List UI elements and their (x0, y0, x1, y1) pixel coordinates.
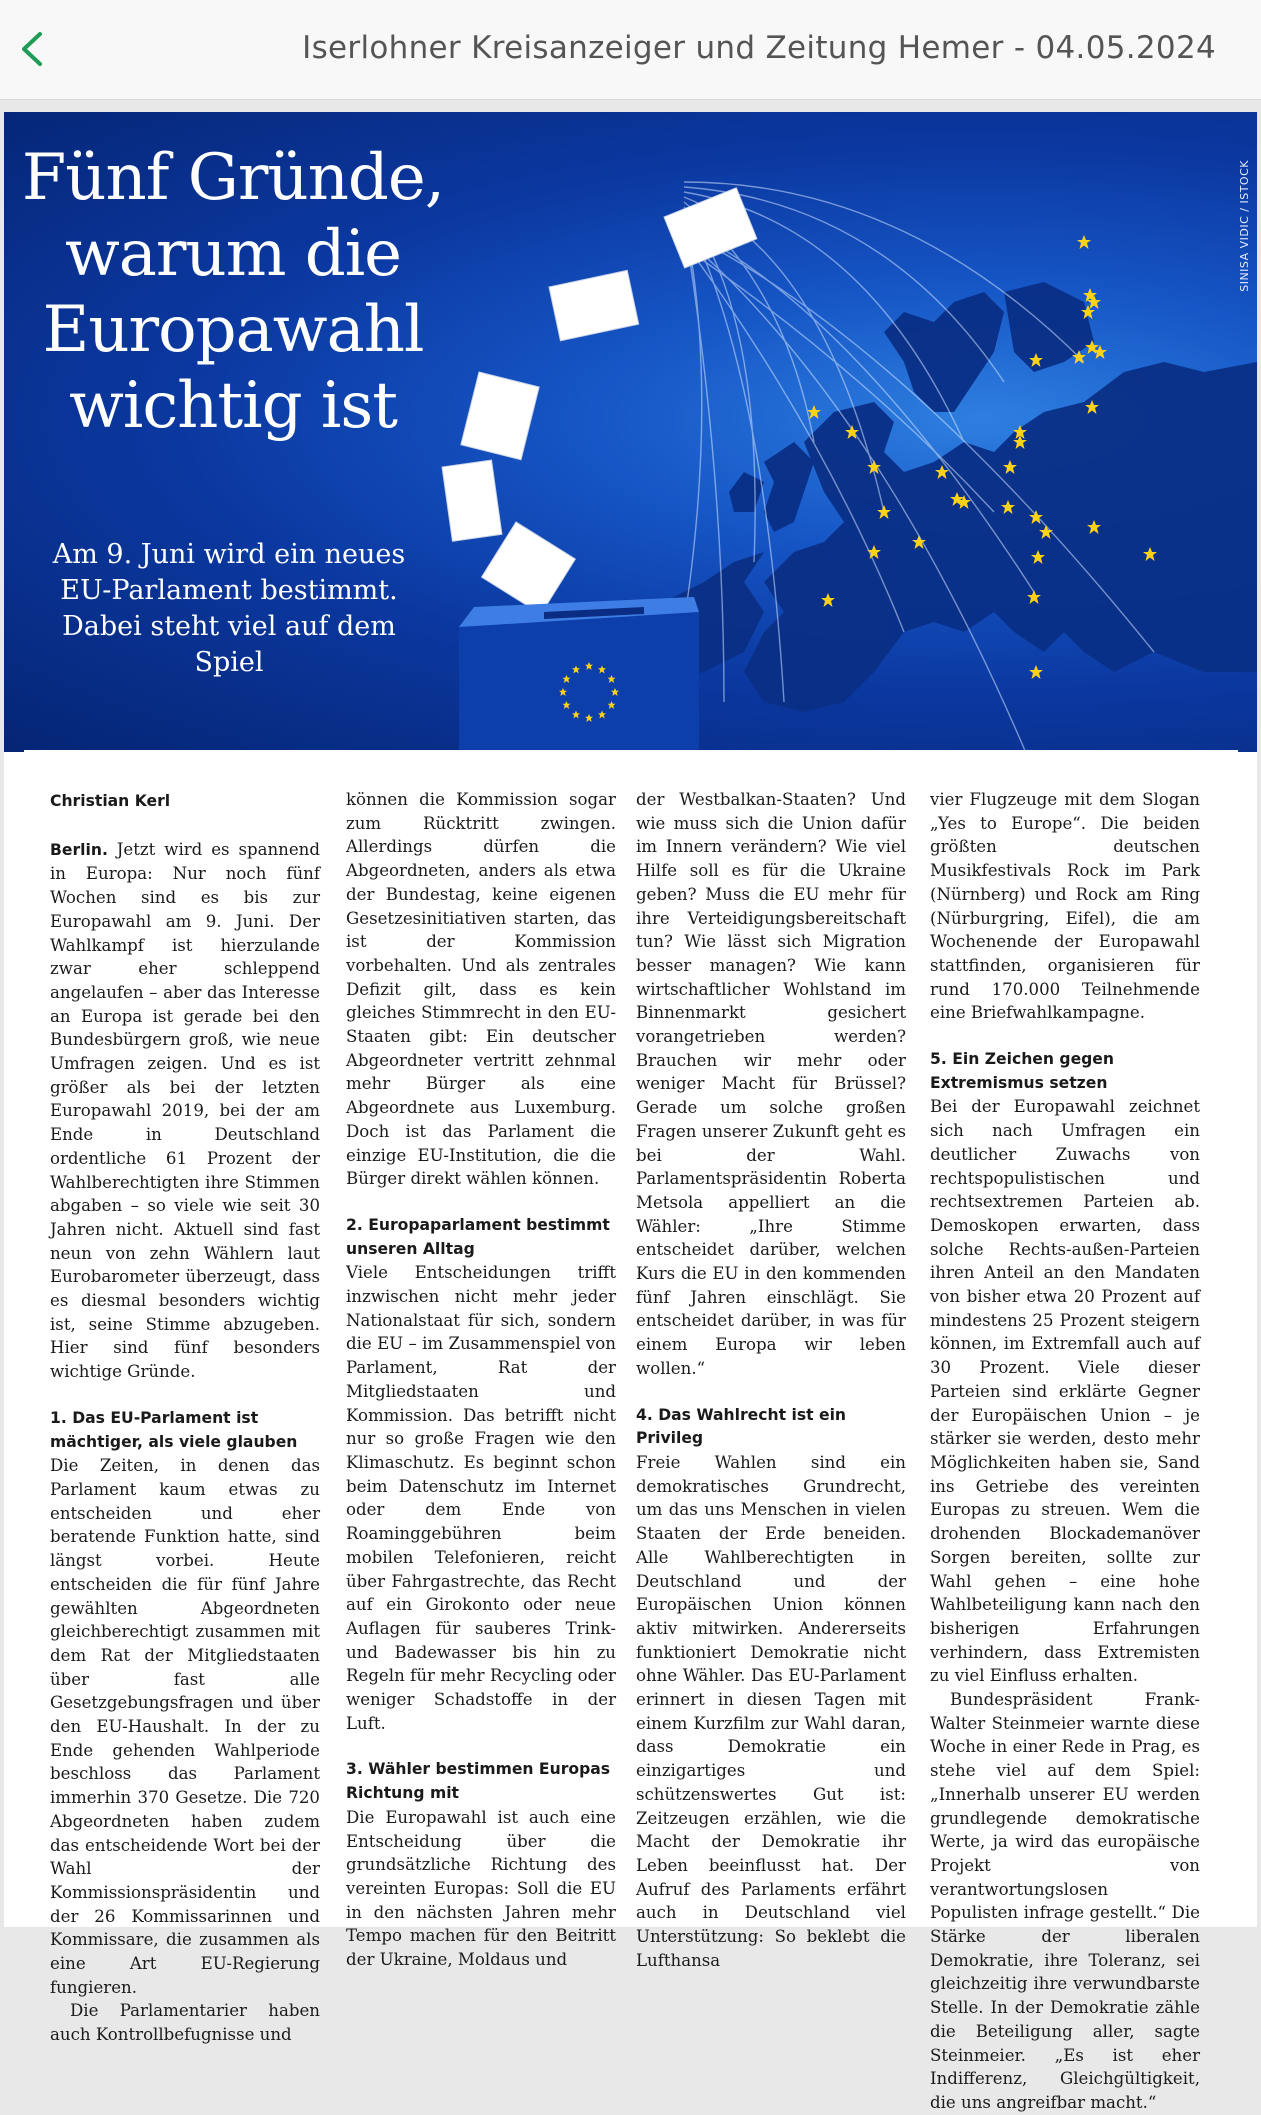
section-heading-3: 3. Wähler bestimmen Europas Richtung mit (346, 1760, 611, 1803)
intro-text: Jetzt wird es spannend in Europa: Nur noch fünf Wochen sind es bis zur Europawahl am 9. Juni. Der Wahlkampf ist hierzulande zwar eher schleppend angelaufen – aber das Interesse an Europa ist gerade bei den Bundesbürgern groß, wie neue Umfragen zeigen. Und es ist größer als bei der letzten Europawahl 2019, bei der am Ende in Deutschland ordentliche 61 Prozent der Wahlberechtigten ihre Stimmen abgaben – so viele wie seit 30 Jahren nicht. Aktuell sind fast neun von zehn Wählern laut Eurobarometer überzeugt, dass es diesmal besonders wichtig ist, seine Stimme abzugeben. Hier sind fünf besonders wichtige Gründe. (50, 839, 320, 1382)
paragraph: Bei der Europawahl zeichnet sich nach Umfragen ein deutlicher Zuwachs von rechtspopulistischen und rechtsextremen Parteien ab. Demoskopen erwarten, dass solche Rechts-außen-Parteien ihren Anteil an den Mandaten von bisher etwa 20 Prozent auf mindestens 25 Prozent steigern können, im Extremfall auch auf 30 Prozent. Viele dieser Parteien sind erklärte Gegner der Europäischen Union – je stärker sie werden, desto mehr Möglichkeiten haben sie, Sand ins Getriebe des vereinten Europas zu streuen. Wem die drohenden Blockademanöver Sorgen bereiten, sollte zur Wahl gehen – eine hohe Wahlbeteiligung kann nach den bisherigen Erfahrungen verhindern, dass Extremisten zu viel Einfluss erhalten. (930, 1097, 1200, 1686)
paragraph: Die Parlamentarier haben auch Kontrollbefugnisse und (50, 2001, 320, 2045)
publication-title: Iserlohner Kreisanzeiger und Zeitung Hemer - 04.05.2024 (302, 30, 1216, 66)
section-heading-2: 2. Europaparlament bestimmt unseren Alltag (346, 1215, 610, 1258)
article-headline (18, 140, 448, 444)
headline-line: Europawahl (42, 293, 424, 367)
hero-image (4, 112, 1257, 752)
subline-line: EU-Parlament bestimmt. (60, 575, 398, 606)
paragraph: vier Flugzeuge mit dem Slogan „Yes to Europe“. Die beiden größten deutschen Musikfestivals Rock im Park (Nürnberg) und Rock am Ring (Nürburgring, Eifel), die am Wochenende der Europawahl stattfinden, organisieren für rund 170.000 Teilnehmende eine Briefwahlkampagne. (930, 790, 1200, 1023)
newspaper-page (4, 112, 1257, 2112)
photo-credit: SINISA VIDIC / ISTOCK (1238, 160, 1251, 292)
article-body (24, 750, 1238, 2112)
map-star (1029, 665, 1043, 679)
subline-line: Dabei steht viel auf dem Spiel (62, 611, 396, 678)
paragraph: Freie Wahlen sind ein demokratisches Grundrecht, um das uns Menschen in vielen Staaten der Erde beneiden. Alle Wahlberechtigten in Deutschland und der Europäischen Union können aktiv mitwirken. Andererseits funktioniert Demokratie nicht ohne Wähler. Das EU-Parlament erinnert in diesen Tagen mit einem Kurzfilm zur Wahl daran, dass Demokratie ein einzigartiges und schützenswertes Gut ist: Zeitzeugen erzählen, wie die Macht der Demokratie ihr Leben beeinflusst hat. Der Aufruf des Parlaments erfährt auch in Deutschland viel Unterstützung: So beklebt die Lufthansa (636, 1452, 906, 1970)
app-header (0, 0, 1261, 100)
section-heading-5: 5. Ein Zeichen gegen Extremismus setzen (930, 1050, 1114, 1092)
text-column-3 (636, 790, 906, 1972)
paragraph: der Westbalkan-Staaten? Und wie muss sich die Union dafür im Innern verändern? Wie viel Hilfe soll es für die Ukraine geben? Muss die EU mehr für ihre Verteidigungsbereitschaft tun? Wie lässt sich Migration besser managen? Wie kann wirtschaftlicher Wohlstand im Binnenmarkt gesichert vorangetrieben werden? Brauchen wir mehr oder weniger Macht für Brüssel? Gerade um solche großen Fragen unserer Zukunft geht es bei der Wahl. Parlamentspräsidentin Roberta Metsola appelliert an die Wähler: „Ihre Stimme entscheidet darüber, welchen Kurs die EU in den kommenden fünf Jahren einschlägt. Sie entscheidet darüber, in was für einem Europa wir leben wollen.“ (636, 790, 906, 1378)
subline-line: Am 9. Juni wird ein neues (52, 539, 406, 570)
ballot-box (459, 597, 699, 762)
author-byline: Christian Kerl (50, 792, 171, 810)
dateline: Berlin. (50, 840, 108, 859)
paragraph: Die Zeiten, in denen das Parlament kaum etwas zu entscheiden und eher beratende Funktion hatte, sind längst vorbei. Heute entscheiden die für fünf Jahre gewählten Abgeordneten gleichberechtigt zusammen mit dem Rat der Mitgliedstaaten über fast alle Gesetzgebungsfragen und über den EU-Haushalt. In der zu Ende gehenden Wahlperiode beschloss das Parlament immerhin 370 Gesetze. Die 720 Abgeordneten haben zudem das entscheidende Wort bei der Wahl der Kommissionspräsidentin und der 26 Kommissarinnen und Kommissare, die zusammen als eine Art EU-Regierung fungieren. (50, 1456, 320, 1997)
section-heading-4: 4. Das Wahlrecht ist ein Privileg (636, 1405, 847, 1448)
paragraph: Die Europawahl ist auch eine Entscheidung über die grundsätzliche Richtung des vereinten Europas: Soll die EU in den nächsten Jahren mehr Tempo machen für den Beitritt der Ukraine, Moldaus und (346, 1807, 616, 1970)
back-button[interactable] (12, 26, 56, 72)
headline-line: wichtig ist (69, 369, 397, 443)
paragraph: Bundespräsident Frank-Walter Steinmeier warnte diese Woche in einer Rede in Prag, es stehe viel auf dem Spiel: „Innerhalb unserer EU werden grundlegende demokratische Werte, ja wird das europäische Projekt von verantwortungslosen Populisten infrage gestellt.“ Die Stärke der liberalen Demokratie, ihre Toleranz, sei gleichzeitig ihre verwundbarste Stelle. In der Demokratie zähle die Beteiligung aller, sagte Steinmeier. „Es ist eher Indifferenz, Gleichgültigkeit, die uns angreifbar macht.“ (930, 1690, 1200, 2112)
headline-line: Fünf Gründe, (21, 141, 445, 215)
ballot-papers (442, 188, 757, 614)
paragraph: können die Kommission sogar zum Rücktritt zwingen. Allerdings dürfen die Abgeordneten, anders als etwa der Bundestag, keine eigenen Gesetzesinitiativen starten, das ist der Kommission vorbehalten. Und als zentrales Defizit gilt, dass es kein gleiches Stimmrecht in den EU-Staaten gibt: Ein deutscher Abgeordneter vertritt zehnmal mehr Bürger als eine Abgeordnete aus Luxemburg. Doch ist das Parlament die einzige EU-Institution, die die Bürger direkt wählen können. (346, 790, 616, 1189)
intro-paragraph (50, 838, 320, 1384)
article-subheadline (24, 537, 434, 681)
map-star (1077, 235, 1091, 249)
text-column-1 (50, 790, 320, 2047)
text-column-2 (346, 790, 616, 1972)
section-heading-1: 1. Das EU-Parlament ist mächtiger, als viele glauben (50, 1408, 298, 1451)
headline-line: warum die (64, 217, 402, 291)
chevron-left-icon (12, 26, 56, 72)
text-column-4 (930, 790, 1200, 2115)
paragraph: Viele Entscheidungen trifft inzwischen nicht mehr jeder Nationalstaat für sich, sondern die EU – im Zusammenspiel von Parlament, Rat der Mitgliedstaaten und Kommission. Das betrifft nicht nur so große Fragen wie den Klimaschutz. Es beginnt schon beim Datenschutz im Internet oder dem Ende von Roaminggebühren beim mobilen Telefonieren, reicht über Fahrgastrechte, das Recht auf ein Girokonto oder neue Auflagen für sauberes Trink- und Badewasser bis hin zu Regeln für mehr Recycling oder weniger Schadstoffe in der Luft. (346, 1263, 616, 1733)
